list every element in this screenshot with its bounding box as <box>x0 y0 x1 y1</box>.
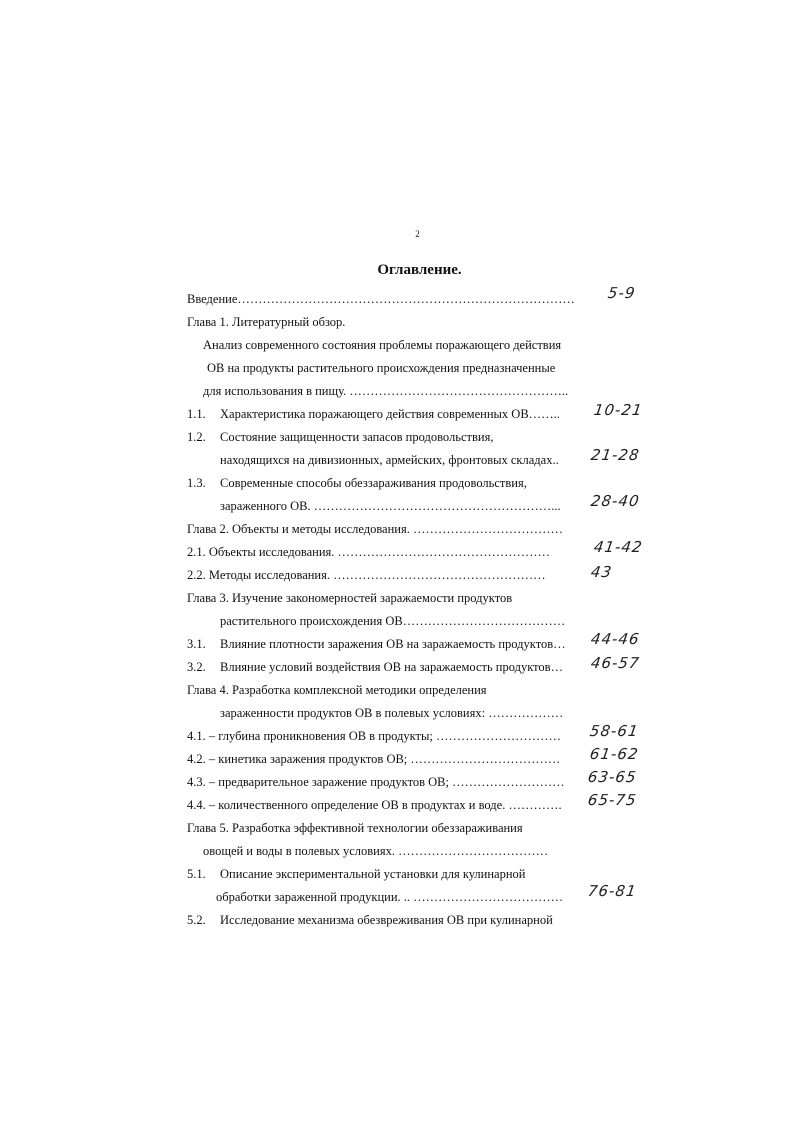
toc-section-4-3: 4.3. – предварительное заражение продуктов ОВ; ……………………… <box>187 775 565 789</box>
toc-chapter-1: Глава 1. Литературный обзор. <box>187 315 346 329</box>
toc-section-number: 1.1. <box>187 407 206 421</box>
handwritten-page-4-2: 61-62 <box>588 745 640 763</box>
handwritten-page-4-1: 58-61 <box>588 722 640 740</box>
toc-section-1-2-line-2: находящихся на дивизионных, армейских, фронтовых складах.. <box>220 453 559 467</box>
toc-intro: Введение……………………………………………………………………… <box>187 292 575 306</box>
toc-section-4-4: 4.4. – количественного определение ОВ в продуктах и воде. …………. <box>187 798 562 812</box>
toc-section-3-2: Влияние условий воздействия ОВ на заражаемость продуктов… <box>220 660 564 674</box>
toc-chapter-3-line-1: Глава 3. Изучение закономерностей заражаемости продуктов <box>187 591 513 605</box>
toc-section-5-1-line-1: Описание экспериментальной установки для кулинарной <box>220 867 526 881</box>
handwritten-page-5-1: 76-81 <box>586 882 638 900</box>
toc-chapter-5-line-2: овощей и воды в полевых условиях. ……………………………… <box>203 844 549 858</box>
toc-section-5-1-line-2: обработки зараженной продукции. .. ……………………………… <box>216 890 564 904</box>
toc-section-2-1: 2.1. Объекты исследования. …………………………………………… <box>187 545 551 559</box>
toc-section-4-2: 4.2. – кинетика заражения продуктов ОВ; ……………………………… <box>187 752 561 766</box>
toc-chapter-1-line-2: ОВ на продукты растительного происхождения предназначенные <box>207 361 556 375</box>
handwritten-page-4-4: 65-75 <box>586 791 638 809</box>
toc-section-number: 3.1. <box>187 637 206 651</box>
toc-section-1-2-line-1: Состояние защищенности запасов продовольствия, <box>220 430 494 444</box>
toc-section-1-1: Характеристика поражающего действия современных ОВ…….. <box>220 407 560 421</box>
toc-section-number: 1.2. <box>187 430 206 444</box>
page-number: 2 <box>415 229 420 239</box>
toc-section-number: 5.2. <box>187 913 206 927</box>
toc-section-1-3-line-1: Современные способы обеззараживания продовольствия, <box>220 476 527 490</box>
toc-section-number: 5.1. <box>187 867 206 881</box>
toc-section-number: 1.3. <box>187 476 206 490</box>
toc-section-1-3-line-2: зараженного ОВ. …………………………………………………... <box>220 499 561 513</box>
handwritten-page-intro: 5-9 <box>606 284 637 302</box>
toc-section-number: 3.2. <box>187 660 206 674</box>
toc-section-4-1: 4.1. – глубина проникновения ОВ в продукты; ………………………… <box>187 729 562 743</box>
handwritten-page-1-1: 10-21 <box>592 401 644 419</box>
toc-chapter-3-line-2: растительного происхождения ОВ………………………………… <box>220 614 566 628</box>
handwritten-page-3-2: 46-57 <box>589 654 641 672</box>
handwritten-page-2-1: 41-42 <box>592 538 644 556</box>
handwritten-page-2-2: 43 <box>589 563 614 581</box>
handwritten-page-1-2: 21-28 <box>589 446 641 464</box>
toc-chapter-4-line-2: зараженности продуктов ОВ в полевых условиях: ……………… <box>220 706 564 720</box>
page-title: Оглавление. <box>377 262 462 278</box>
toc-chapter-1-line-1: Анализ современного состояния проблемы поражающего действия <box>203 338 562 352</box>
toc-chapter-4-line-1: Глава 4. Разработка комплексной методики определения <box>187 683 487 697</box>
handwritten-page-4-3: 63-65 <box>586 768 638 786</box>
toc-section-5-2-line-1: Исследование механизма обезвреживания ОВ при кулинарной <box>220 913 553 927</box>
toc-chapter-5-line-1: Глава 5. Разработка эффективной технологии обеззараживания <box>187 821 523 835</box>
toc-section-2-2: 2.2. Методы исследования. …………………………………………… <box>187 568 546 582</box>
toc-section-3-1: Влияние плотности заражения ОВ на заражаемость продуктов… <box>220 637 566 651</box>
toc-chapter-2: Глава 2. Объекты и методы исследования. ……………………………… <box>187 522 563 536</box>
toc-chapter-1-line-3: для использования в пищу. …………………………………………….. <box>203 384 569 398</box>
handwritten-page-3-1: 44-46 <box>589 630 641 648</box>
handwritten-page-1-3: 28-40 <box>589 492 641 510</box>
